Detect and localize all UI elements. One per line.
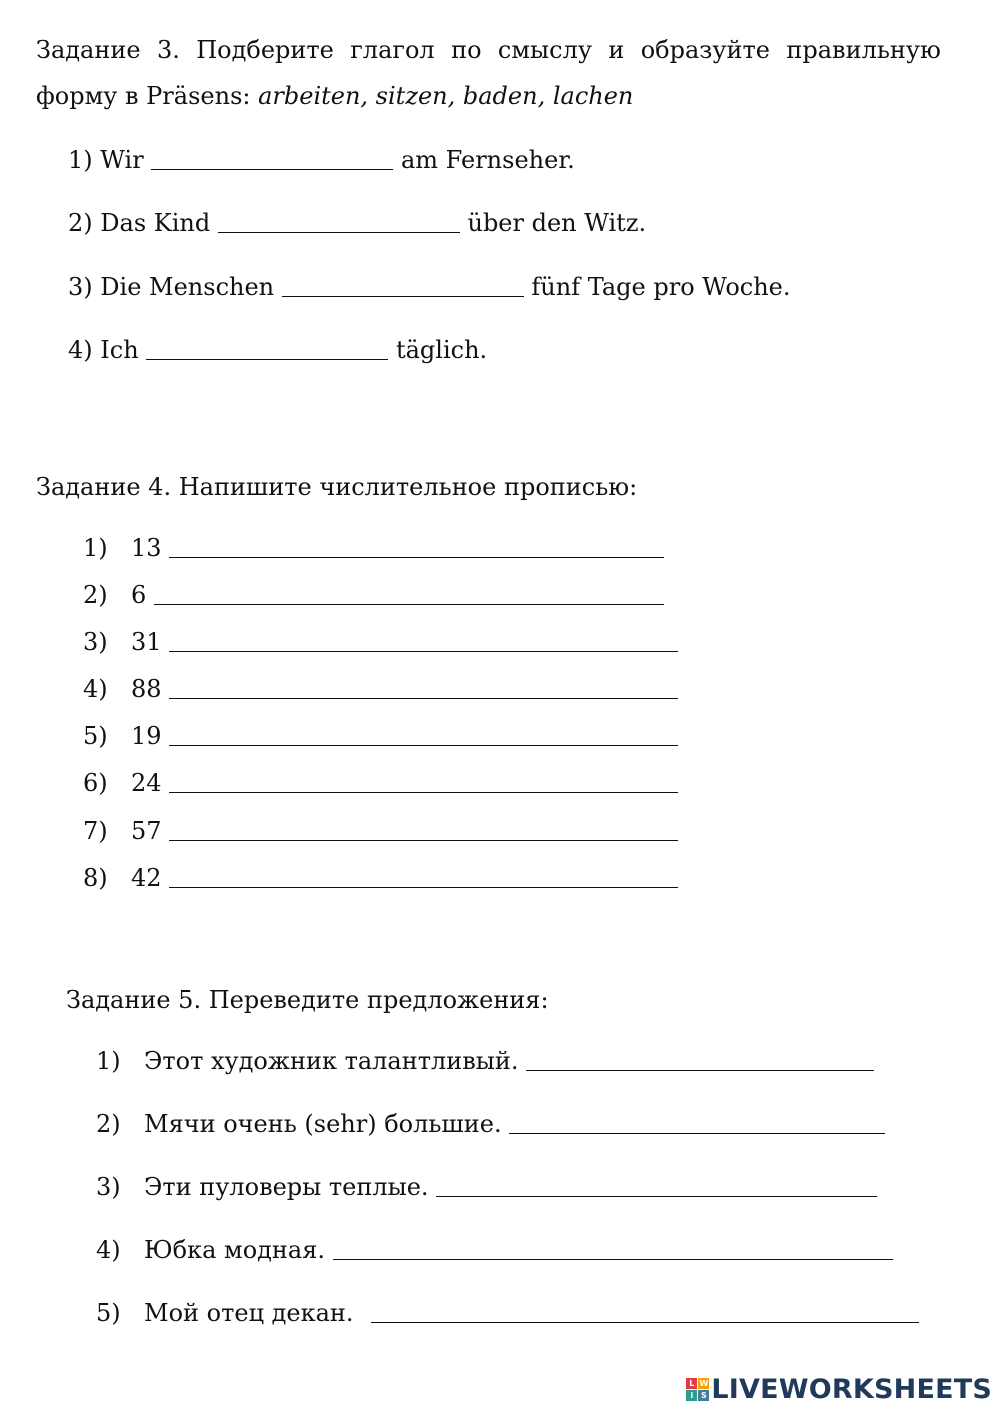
item-text-before: Die Menschen <box>100 273 275 301</box>
answer-blank[interactable] <box>371 1321 919 1323</box>
task3-title-prefix: форму в Präsens: <box>36 82 259 110</box>
answer-blank[interactable] <box>169 650 678 652</box>
item-number: 6) <box>83 769 108 797</box>
sentence-text: Мой отец декан. <box>144 1299 354 1327</box>
task3-title <box>36 38 941 108</box>
logo-text: LIVEWORKSHEETS <box>711 1374 992 1405</box>
task5-item-4 <box>96 1238 893 1262</box>
answer-blank[interactable] <box>169 791 678 793</box>
task4-item-7 <box>83 819 678 843</box>
title-word: Подберите <box>196 36 334 64</box>
task4-title: Задание 4. Напишите числительное прописью: <box>36 473 638 501</box>
number-value: 31 <box>131 628 162 656</box>
item-number: 3) <box>96 1173 121 1201</box>
number-value: 88 <box>131 675 162 703</box>
sentence-text: Мячи очень (sehr) большие. <box>144 1110 502 1138</box>
task5-item-3 <box>96 1175 877 1199</box>
item-text-after: fünf Tage pro Woche. <box>531 273 791 301</box>
title-word: образуйте <box>640 36 770 64</box>
sentence-text: Этот художник талантливый. <box>144 1047 519 1075</box>
item-number: 5) <box>83 722 108 750</box>
answer-blank[interactable] <box>146 358 388 360</box>
item-number: 4) <box>96 1236 121 1264</box>
item-number: 2) <box>96 1110 121 1138</box>
number-value: 6 <box>131 581 147 609</box>
item-number: 1) <box>68 146 93 174</box>
logo-mark-icon <box>686 1378 709 1401</box>
number-value: 24 <box>131 769 162 797</box>
item-number: 2) <box>83 581 108 609</box>
answer-blank[interactable] <box>169 839 678 841</box>
task5-item-2 <box>96 1112 885 1136</box>
sentence-text: Эти пуловеры теплые. <box>144 1173 429 1201</box>
item-number: 1) <box>83 534 108 562</box>
item-number: 3) <box>83 628 108 656</box>
task5-item-1 <box>96 1049 874 1073</box>
answer-blank[interactable] <box>151 168 393 170</box>
item-text-after: über den Witz. <box>467 209 647 237</box>
task4-item-8 <box>83 866 678 890</box>
title-word: по <box>451 36 482 64</box>
item-number: 2) <box>68 209 93 237</box>
answer-blank[interactable] <box>154 603 664 605</box>
task5-item-5 <box>96 1301 919 1325</box>
number-value: 13 <box>131 534 162 562</box>
item-number: 7) <box>83 817 108 845</box>
answer-blank[interactable] <box>509 1132 885 1134</box>
logo-letter: W <box>699 1379 709 1388</box>
task3-verb-list: arbeiten, sitzen, baden, lachen <box>258 82 634 110</box>
item-number: 4) <box>83 675 108 703</box>
item-text-before: Wir <box>100 146 144 174</box>
liveworksheets-logo <box>686 1374 992 1405</box>
title-word: правильную <box>786 36 941 64</box>
task4-item-2 <box>83 583 664 607</box>
sentence-text: Юбка модная. <box>144 1236 325 1264</box>
task4-item-1 <box>83 536 664 560</box>
task5-title: Задание 5. Переведите предложения: <box>66 986 549 1014</box>
item-number: 1) <box>96 1047 121 1075</box>
answer-blank[interactable] <box>169 744 678 746</box>
task3-item-4 <box>68 338 487 362</box>
title-word: Задание <box>36 36 141 64</box>
item-number: 8) <box>83 864 108 892</box>
item-text-after: täglich. <box>395 336 488 364</box>
logo-letter: i <box>686 1390 697 1401</box>
answer-blank[interactable] <box>436 1195 877 1197</box>
item-text-before: Das Kind <box>100 209 211 237</box>
task4-item-3 <box>83 630 678 654</box>
task3-item-2 <box>68 211 646 235</box>
item-number: 3) <box>68 273 93 301</box>
task3-item-3 <box>68 275 791 299</box>
answer-blank[interactable] <box>169 556 664 558</box>
task4-item-4 <box>83 677 678 701</box>
number-value: 57 <box>131 817 162 845</box>
item-text-before: Ich <box>100 336 139 364</box>
answer-blank[interactable] <box>218 231 460 233</box>
task3-title-line1 <box>36 38 941 62</box>
title-word: смыслу <box>497 36 592 64</box>
task3-title-line2 <box>36 84 941 108</box>
answer-blank[interactable] <box>282 295 524 297</box>
item-number: 4) <box>68 336 93 364</box>
number-value: 42 <box>131 864 162 892</box>
answer-blank[interactable] <box>169 697 678 699</box>
answer-blank[interactable] <box>526 1069 874 1071</box>
item-number: 5) <box>96 1299 121 1327</box>
answer-blank[interactable] <box>333 1258 893 1260</box>
answer-blank[interactable] <box>169 886 678 888</box>
task3-item-1 <box>68 148 575 172</box>
item-text-after: am Fernseher. <box>400 146 575 174</box>
task4-item-5 <box>83 724 678 748</box>
title-word: и <box>608 36 625 64</box>
logo-letter: L <box>686 1378 697 1389</box>
logo-letter: S <box>698 1390 709 1401</box>
task4-item-6 <box>83 771 678 795</box>
number-value: 19 <box>131 722 162 750</box>
title-word: глагол <box>350 36 435 64</box>
title-word: 3. <box>156 36 180 64</box>
